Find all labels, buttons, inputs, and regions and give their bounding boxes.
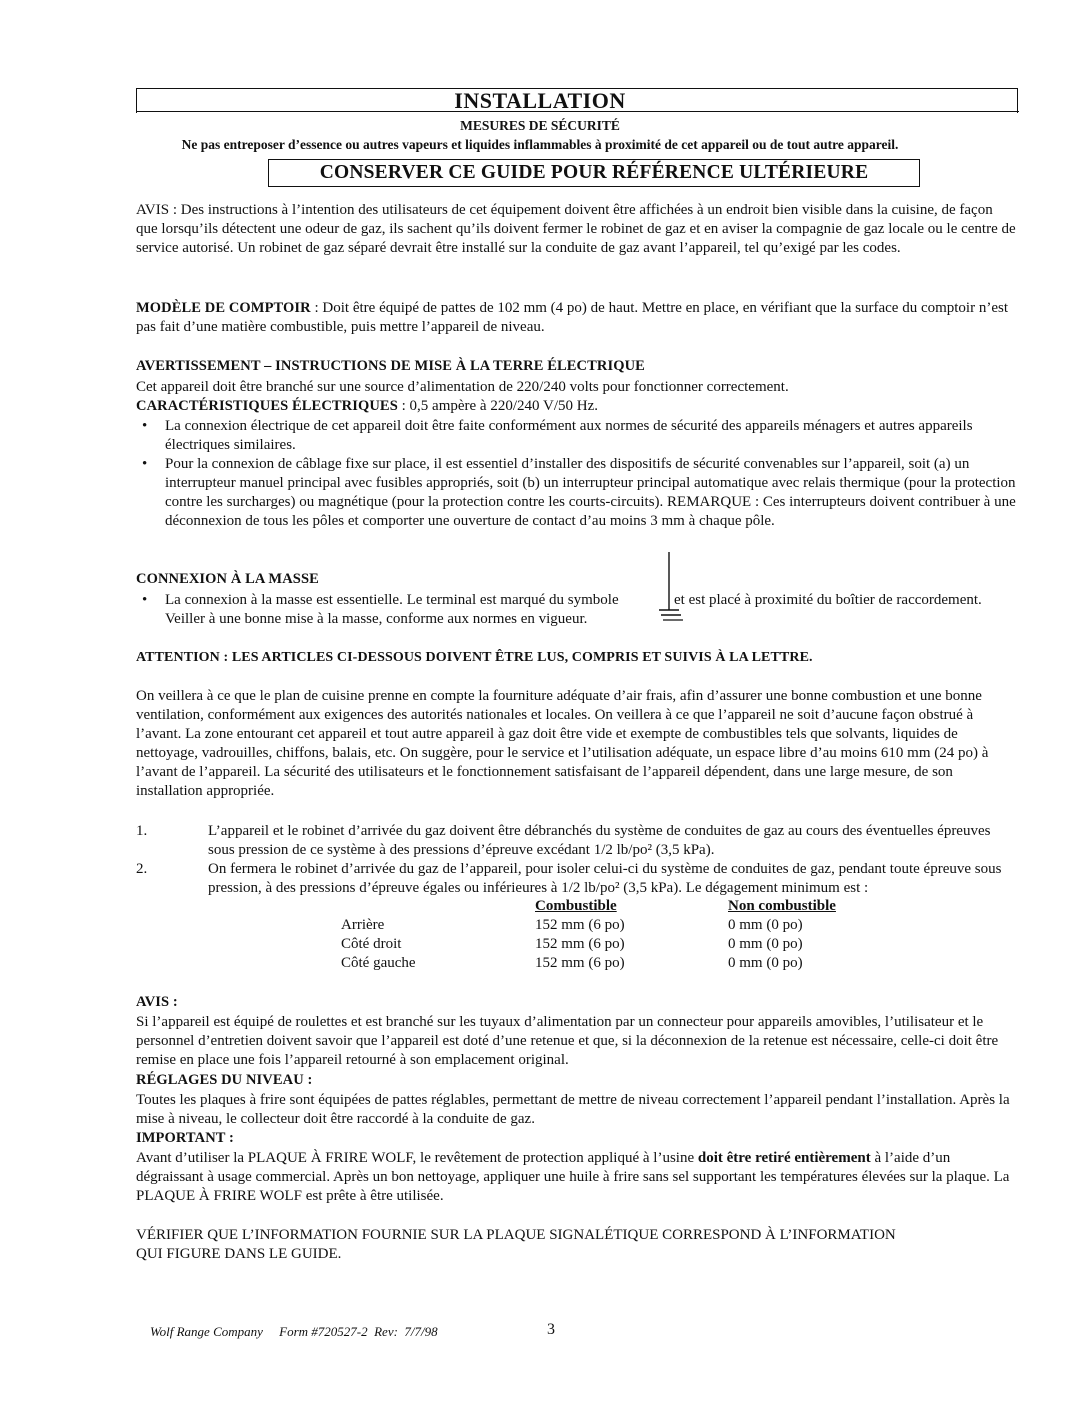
page-number: 3: [547, 1321, 555, 1338]
table-header-combustible: Combustible: [535, 898, 617, 914]
table-header-non-combustible: Non combustible: [728, 898, 836, 914]
table-cell: 0 mm (0 po): [728, 917, 803, 933]
table-cell: 0 mm (0 po): [728, 936, 803, 952]
list-item: [136, 860, 1016, 898]
list-number: 1.: [136, 823, 148, 839]
list-text: L’appareil et le robinet d’arrivée du gaz doivent être débranchés du système de conduites de gaz au cours des éventuelles épreuves sous pression de ce système à des pressions d’épreuve excédant 1/2 lb/po² (3,5 kPa).: [208, 823, 991, 858]
safety-warning: Ne pas entreposer d’essence ou autres vapeurs et liquides inflammables à proximité de cet appareil ou de tout autre appareil.: [181, 137, 899, 152]
ventilation-paragraph: On veillera à ce que le plan de cuisine prenne en compte la fourniture adéquate d’air frais, afin d’assurer une bonne combustion et une bonne ventilation, conformément aux exigences des autorités nationales et locales. On veillera à ce que l’appareil ne soit d’aucune façon obstrué à l’avant. La zone entourant cet appareil et tout autre appareil à gaz doit être vide et exempte de combustibles tels que solvants, liquides de nettoyage, vadrouilles, chiffons, balais, etc. On suggère, pour le service et l’utilisation adéquate, un espace libre d’au moins 610 mm (24 po) à l’avant de l’appareil. La sécurité des utilisateurs et le fonctionnement satisfaisant de l’appareil dépendent, dans une large mesure, de son installation appropriée.: [136, 688, 989, 799]
table-cell: 152 mm (6 po): [535, 917, 625, 933]
list-item: • Pour la connexion de câblage fixe sur place, il est essentiel d’installer des dispositifs de sécurité convenables sur l’appareil, soit (a) un interrupteur manuel principal avec fusibles appropriés, soit (b) un interrupteur principal automatique avec relais thermique (pour la protection contre les surcharges) ou magnétique (pour la protection contre les courts-circuits). REMARQUE : Ces interrupteurs doivent contribuer à une déconnexion de tous les pôles et comporter une ouverture de contact d’au moins 3 mm à chaque pôle.: [140, 455, 1016, 531]
table-row-label: Côté gauche: [341, 955, 416, 971]
list-text: On fermera le robinet d’arrivée du gaz de l’appareil, pour isoler celui-ci du système de conduites de gaz, pendant toute épreuve sous pression, à des pressions d’épreuve égales ou inférieures à 1/2 lb/po² (3,5 kPa). Le dégagement minimum est :: [208, 861, 1002, 896]
important-bold-text: doit être retiré entièrement: [697, 1150, 871, 1166]
electrical-specs-text: : 0,5 ampère à 220/240 V/50 Hz.: [397, 398, 598, 414]
avis-heading: AVIS :: [136, 994, 178, 1010]
electrical-specs-label: CARACTÉRISTIQUES ÉLECTRIQUES: [136, 398, 398, 414]
ground-connection-text-after: et est placé à proximité du boîtier de raccordement.: [674, 592, 982, 608]
countertop-model-paragraph: [136, 299, 1016, 337]
ground-connection-text-2: Veiller à une bonne mise à la masse, conforme aux normes en vigueur.: [165, 611, 588, 627]
leveling-paragraph: Toutes les plaques à frire sont équipées de pattes réglables, permettant de mettre de niveau correctement l’appareil pendant l’installation. Après la mise à niveau, le collecteur doit être raccordé à la conduite de gaz.: [136, 1092, 1010, 1127]
important-text-after: à l’aide d’un dégraissant à usage commercial. Après un bon nettoyage, appliquer une huile à frire sans sel supportant les températures élevées sur la plaque. La PLAQUE À FRIRE WOLF est prête à être utilisée.: [136, 1150, 1010, 1204]
important-paragraph: [136, 1149, 1018, 1206]
electrical-bullets: [140, 417, 1016, 531]
important-text: Avant d’utiliser la PLAQUE À FRIRE WOLF, le revêtement de protection appliqué à l’usine: [136, 1150, 698, 1166]
safety-measures-heading: MESURES DE SÉCURITÉ: [460, 118, 620, 133]
page-title: INSTALLATION: [454, 88, 626, 113]
clearance-table: [0, 897, 1080, 977]
table-row-label: Arrière: [341, 917, 385, 933]
ground-symbol-icon: [657, 552, 697, 628]
countertop-model-label: MODÈLE DE COMPTOIR: [136, 300, 311, 316]
table-cell: 0 mm (0 po): [728, 955, 803, 971]
ground-connection-heading: CONNEXION À LA MASSE: [136, 571, 319, 587]
ground-connection-text: La connexion à la masse est essentielle. Le terminal est marqué du symbole: [165, 592, 619, 608]
verify-line-2: QUI FIGURE DANS LE GUIDE.: [136, 1246, 342, 1262]
footer-text: Wolf Range Company Form #720527-2 Rev: 7/7/98: [150, 1324, 438, 1339]
verify-line-1: VÉRIFIER QUE L’INFORMATION FOURNIE SUR LA PLAQUE SIGNALÉTIQUE CORRESPOND À L’INFORMATION: [136, 1227, 896, 1243]
keep-guide-box: CONSERVER CE GUIDE POUR RÉFÉRENCE ULTÉRIEURE: [268, 159, 920, 187]
list-number: 2.: [136, 861, 148, 877]
avis-casters-paragraph: Si l’appareil est équipé de roulettes et est branché sur les tuyaux d’alimentation par un connecteur pour appareils amovibles, l’utilisateur et le personnel d’entretien doivent savoir que l’appareil est doté d’une retenue et que, si la déconnexion de la retenue est nécessaire, celle-ci doit être remise en place une fois l’appareil retourné à son emplacement original.: [136, 1014, 999, 1068]
table-row-label: Côté droit: [341, 936, 402, 952]
leveling-heading: RÉGLAGES DU NIVEAU :: [136, 1072, 313, 1088]
numbered-list: [136, 822, 1016, 898]
list-item: [136, 822, 1016, 860]
table-cell: 152 mm (6 po): [535, 936, 625, 952]
attention-heading: ATTENTION : LES ARTICLES CI-DESSOUS DOIVENT ÊTRE LUS, COMPRIS ET SUIVIS À LA LETTRE.: [136, 650, 813, 665]
grounding-warning-text: Cet appareil doit être branché sur une source d’alimentation de 220/240 volts pour fonctionner correctement.: [136, 379, 789, 395]
electrical-specs: [136, 397, 1016, 416]
bullet-icon: •: [142, 592, 148, 608]
grounding-warning-heading: AVERTISSEMENT – INSTRUCTIONS DE MISE À LA TERRE ÉLECTRIQUE: [136, 358, 645, 374]
avis-paragraph: AVIS : Des instructions à l’intention des utilisateurs de cet équipement doivent être affichées à un endroit bien visible dans la cuisine, de façon que lorsqu’ils détectent une odeur de gaz, ils sachent qu’ils doivent fermer le robinet de gaz et en aviser la compagnie de gaz locale ou le centre de service autorisé. Un robinet de gaz séparé devrait être installé sur la conduite de gaz avant l’appareil, tel qu’exigé par les codes.: [136, 202, 1016, 256]
table-cell: 152 mm (6 po): [535, 955, 625, 971]
important-heading: IMPORTANT :: [136, 1130, 234, 1146]
list-item: • La connexion électrique de cet appareil doit être faite conformément aux normes de sécurité des appareils ménagers et autres appareils électriques similaires.: [140, 417, 1016, 455]
countertop-model-text: : Doit être équipé de pattes de 102 mm (4 po) de haut. Mettre en place, en vérifiant que la surface du comptoir n’est pas fait d’une matière combustible, puis mettre l’appareil de niveau.: [136, 300, 1009, 335]
